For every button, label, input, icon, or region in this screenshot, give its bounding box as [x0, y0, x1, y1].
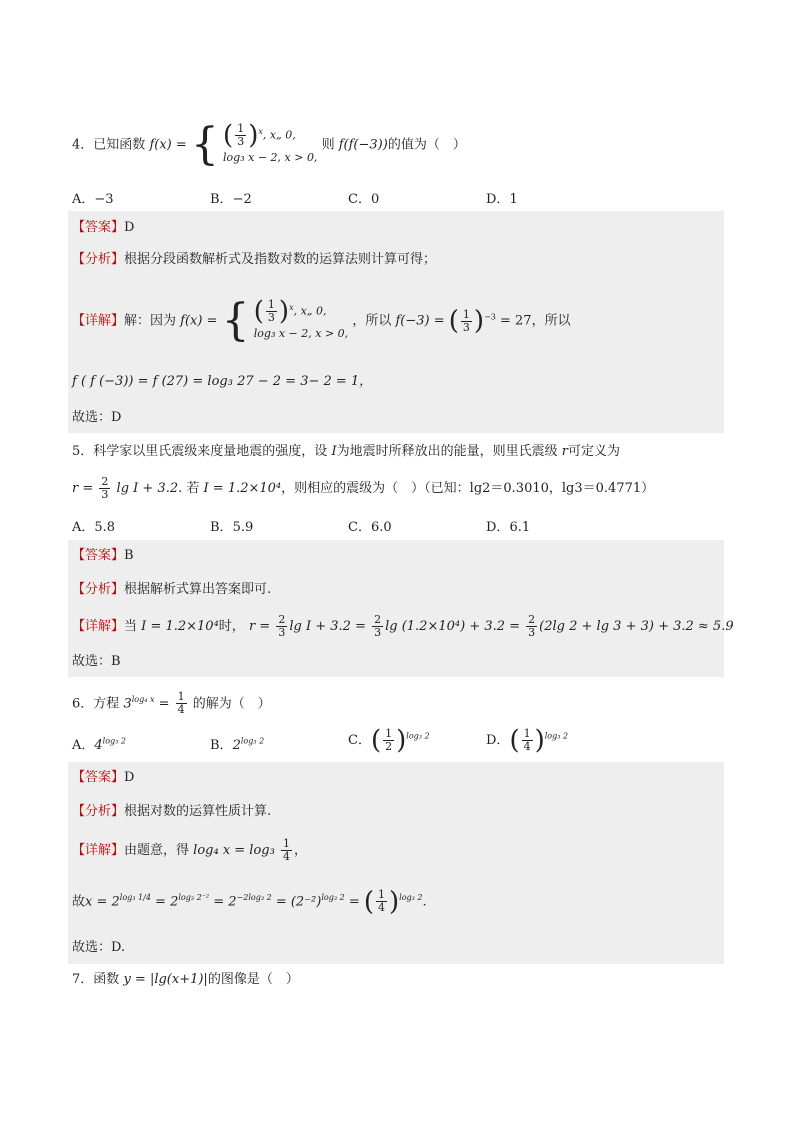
- q5-option-a: A．5.8: [72, 520, 116, 535]
- q4-analysis: 【分析】根据分段函数解析式及指数对数的运算法则计算可得；: [72, 252, 437, 267]
- q5-option-d: D．6.1: [486, 520, 531, 535]
- q5-analysis: 【分析】根据解析式算出答案即可.: [72, 582, 272, 597]
- q6-option-c: C．( $\frac{1}{2}$ )$^{log_3 2}$: [348, 725, 430, 756]
- q4-choose: 故选：D: [72, 410, 122, 425]
- q6-option-a: A．$4^{log_3 2}$: [72, 736, 127, 753]
- q5-option-c: C．6.0: [348, 520, 392, 535]
- q5-option-b: B．5.9: [210, 520, 254, 535]
- q4-stem: 4．已知函数 f(x) = { ( $\frac{1}{3}$ )$^x$, x„ 0, log₃ x − 2, x > 0, 则 f(f(−3))的值为（ ）: [72, 119, 466, 171]
- q6-detail: 【详解】由题意，得 log₄ x = log₃ $\frac{1}{4}$ ，: [72, 837, 307, 863]
- q6-solution-box: [68, 762, 724, 964]
- q6-answer: 【答案】D: [72, 770, 135, 785]
- q5-choose: 故选：B: [72, 654, 121, 669]
- q4-option-d: D．1: [486, 192, 518, 207]
- q4-option-c: C．0: [348, 192, 380, 207]
- q5-stem-line1: 5．科学家以里氏震级来度量地震的强度，设 I为地震时所释放出的能量，则里氏震级 r可定义为: [72, 444, 620, 459]
- q6-choose: 故选：D.: [72, 940, 126, 955]
- q4-piecewise: ( $\frac{1}{3}$ )$^x$, x„ 0, log₃ x − 2, x > 0,: [223, 120, 318, 165]
- q6-option-b: B．$2^{log_3 2}$: [210, 736, 265, 753]
- q4-answer: 【答案】D: [72, 220, 135, 235]
- q5-detail: 【详解】当 I = 1.2×10⁴时， r = $\frac{2}{3}$ lg I + 3.2 = $\frac{2}{3}$ lg (1.2×10⁴) + 3.2 = $\frac{2}{3}$ (2lg 2 + lg 3 + 3) + 3.2 ≈ 5.9: [72, 613, 734, 639]
- q6-stem: 6．方程 $3^{log_4 x}$ = $\frac{1}{4}$ 的解为（ ）: [72, 690, 271, 717]
- q6-option-d: D．( $\frac{1}{4}$ )$^{log_3 2}$: [486, 725, 569, 756]
- q5-solution-box: [68, 540, 724, 677]
- q7-stem: 7．函数 y = |lg(x+1)|的图像是（ ）: [72, 972, 299, 987]
- q4-detail-line2: f ( f (−3)) = f (27) = log₃ 27 − 2 = 3− 2 = 1，: [72, 374, 373, 389]
- q5-answer: 【答案】B: [72, 548, 134, 563]
- q4-detail: 【详解】解：因为 f(x) = { ( $\frac{1}{3}$ )$^x$, x„ 0, log₃ x − 2, x > 0, ，所以 f(−3) = ( $\frac{1}{3}$ )$^{-3}$ = 27，所以: [72, 295, 571, 347]
- q4-detail-piecewise: ( $\frac{1}{3}$ )$^x$, x„ 0, log₃ x − 2, x > 0,: [253, 296, 349, 341]
- q4-option-b: B．−2: [210, 192, 252, 207]
- q4-option-a: A．−3: [72, 192, 114, 207]
- q6-analysis: 【分析】根据对数的运算性质计算.: [72, 804, 272, 819]
- q5-stem-line2: r = $\frac{2}{3}$ lg I + 3.2. 若 I = 1.2×10⁴，则相应的震级为（ ）（已知：lg2＝0.3010，lg3＝0.4771）: [72, 475, 655, 501]
- q6-detail-line2: 故$x = 2^{log_3 1/4} = 2^{log_3 2^{-2}} = 2^{-2log_3 2} = (2^{-2})^{log_3 2}$ = ( $\frac{1}{4}$ )$^{log_3 2}$.: [72, 886, 427, 917]
